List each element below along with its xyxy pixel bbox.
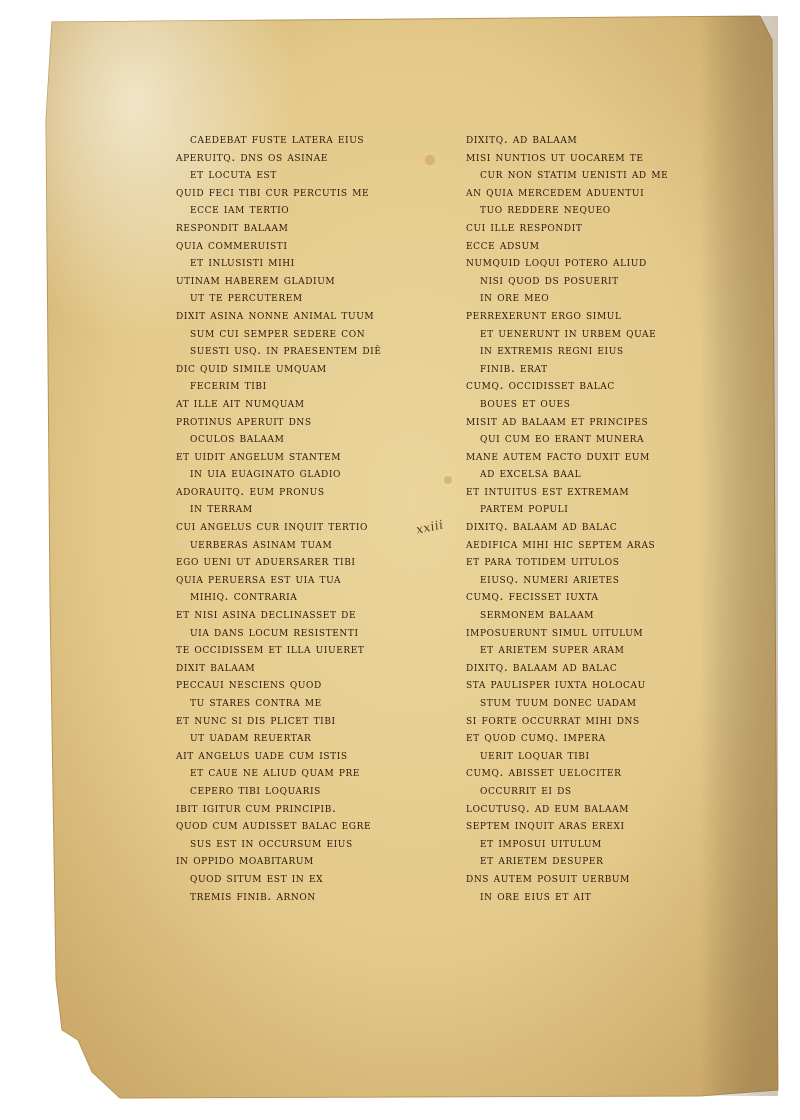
left-column-line: tu stares contra me (190, 694, 322, 709)
right-column-line: cur non statim uenisti ad me (480, 166, 669, 182)
left-column-line: quia commeruisti (176, 236, 288, 252)
right-column-line: occurrit ei ds (480, 781, 572, 797)
left-column-line: dixit balaam (176, 658, 256, 674)
right-column-line: locutusq. ad eum balaam (466, 799, 630, 815)
right-column-line: et intuitus est extremam (466, 482, 630, 498)
left-column-line: mihiq. contraria (190, 588, 298, 604)
left-column-line: aperuitq. dns os asinae (176, 148, 329, 164)
right-column-line: in ore eius et ait (480, 887, 592, 903)
right-column-line: si forte occurrat mihi dns (466, 711, 640, 727)
right-column-line: uerit loquar tibi (480, 746, 590, 762)
right-column-line: eiusq. numeri arietes (480, 570, 620, 586)
right-column-line: numquid loqui potero aliud (466, 254, 647, 270)
left-column-line: adorauitq. eum pronus (176, 482, 325, 498)
left-column-line: quod situm est in ex (190, 869, 324, 885)
right-column-line: dixitq. ad balaam (466, 131, 578, 146)
right-column-line: an quia mercedem aduentui (466, 183, 645, 199)
right-column-line: et uenerunt in urbem quae (480, 324, 657, 340)
left-column-line: ecce iam tertio (190, 201, 290, 217)
right-column-line: dixitq. balaam ad balac (466, 658, 618, 674)
right-column-line: et imposui uitulum (480, 834, 602, 850)
left-column-line: dic quid simile umquam (176, 359, 327, 375)
right-column-line: cumq. fecisset iuxta (466, 588, 599, 604)
left-column-line: utinam haberem gladium (176, 271, 336, 287)
right-column-line: cui ille respondit (466, 218, 583, 234)
right-column-line: cumq. occidisset balac (466, 377, 615, 393)
left-column-line: caedebat fuste latera eius (190, 131, 365, 146)
left-column-line: sus est in occursum eius (190, 834, 353, 850)
right-column-line: ecce adsum (466, 236, 540, 252)
right-column-line: misit ad balaam et principes (466, 412, 649, 428)
left-column-line: et nisi asina declinasset de (176, 606, 357, 622)
right-column-line: dns autem posuit uerbum (466, 869, 630, 885)
left-column-line: fecerim tibi (190, 377, 267, 393)
left-column-line: et caue ne aliud quam pre (190, 764, 361, 780)
right-column-line: boues et oues (480, 394, 571, 410)
right-column-line: partem populi (480, 500, 569, 516)
left-column-line: uia dans locum resistenti (190, 623, 359, 639)
right-column-line: in extremis regni eius (480, 342, 624, 358)
left-column-line: peccaui nesciens quod (176, 676, 322, 692)
right-column-line: imposuerunt simul uitulum (466, 623, 644, 639)
left-column-line: et nunc si dis plicet tibi (176, 711, 336, 727)
left-column-line: et locuta est (190, 166, 277, 182)
left-column-line: ut uadam reuertar (190, 729, 312, 745)
left-column-line: in oppido moabitarum (176, 852, 314, 868)
left-column-line: quod cum audisset balac egre (176, 817, 372, 833)
right-column-line: sta paulisper iuxta holocau (466, 676, 646, 692)
right-column-line: dixitq. balaam ad balac (466, 518, 618, 534)
left-column-line: ego ueni ut aduersarer tibi (176, 553, 356, 569)
right-column-line: misi nuntios ut uocarem te (466, 148, 644, 164)
left-column-line: respondit balaam (176, 218, 289, 234)
left-column-line: quid feci tibi cur percutis me (176, 183, 370, 199)
right-column-line: perrexerunt ergo simul (466, 306, 622, 322)
left-column-line: dixit asina nonne animal tuum (176, 306, 375, 322)
right-column-line: in ore meo (480, 289, 550, 305)
right-column-line: aedifica mihi hic septem aras (466, 535, 656, 551)
right-column-line: tuo reddere nequeo (480, 201, 611, 217)
right-column-line: ad excelsa baal (480, 465, 582, 481)
right-text-column (466, 130, 734, 904)
right-column-line: septem inquit aras erexi (466, 817, 625, 833)
right-column-line: et arietem desuper (480, 852, 604, 868)
right-column-line: stum tuum donec uadam (480, 694, 637, 709)
chapter-marginal-note: xxiii (414, 517, 445, 537)
left-column-line: in terram (190, 500, 253, 516)
left-column-line: oculos balaam (190, 430, 285, 446)
left-column-line: ut te percuterem (190, 289, 303, 305)
right-column-line: sermonem balaam (480, 606, 595, 622)
right-column-line: et quod cumq. impera (466, 729, 606, 745)
left-column-line: te occidissem et illa uiueret (176, 641, 365, 657)
left-column-line: cepero tibi loquaris (190, 781, 321, 797)
right-column-line: nisi quod ds posuerit (480, 271, 619, 287)
left-column-line: et uidit angelum stantem (176, 447, 342, 463)
left-column-line: at ille ait numquam (176, 394, 305, 410)
left-column-line: cui angelus cur inquit tertio (176, 518, 369, 534)
right-column-line: et para totidem uitulos (466, 553, 620, 569)
left-column-line: uerberas asinam tuam (190, 535, 333, 551)
left-column-line: ait angelus uade cum istis (176, 746, 348, 762)
left-column-line: tremis finib. arnon (190, 887, 316, 903)
left-column-line: protinus aperuit dns (176, 412, 312, 428)
right-column-line: qui cum eo erant munera (480, 430, 645, 446)
left-column-line: in uia euaginato gladio (190, 465, 341, 481)
right-column-line: finib. erat (480, 359, 548, 375)
left-text-column (176, 130, 444, 904)
left-column-line: suesti usq. in praesentem diē (190, 342, 382, 358)
right-column-line: et arietem super aram (480, 641, 625, 657)
left-column-line: quia peruersa est uia tua (176, 570, 342, 586)
right-column-line: cumq. abisset uelociter (466, 764, 622, 780)
left-column-line: et inlusisti mihi (190, 254, 295, 270)
left-column-line: sum cui semper sedere con (190, 324, 366, 340)
left-column-line: ibit igitur cum principib. (176, 799, 337, 815)
right-column-line: mane autem facto duxit eum (466, 447, 650, 463)
